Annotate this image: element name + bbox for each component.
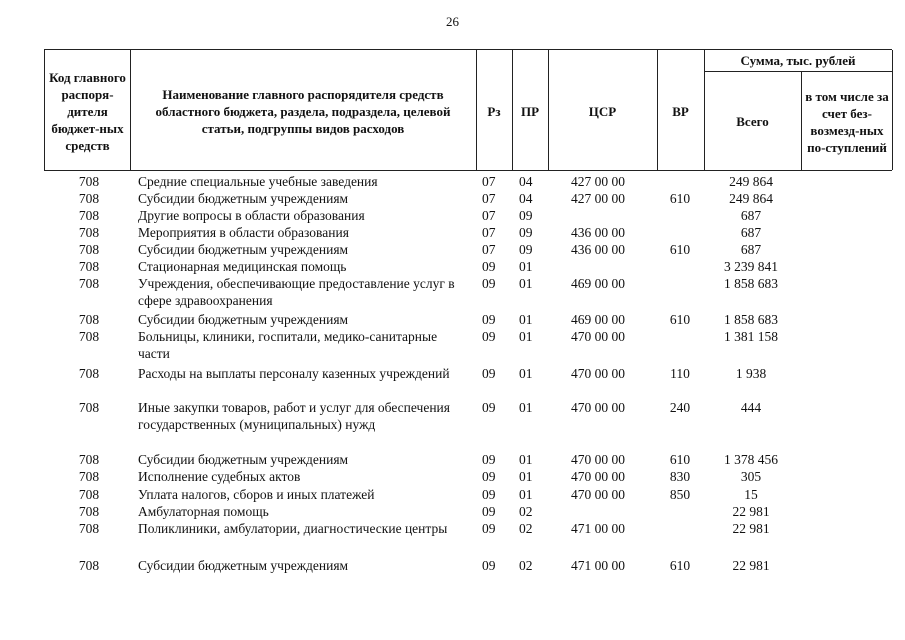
cell-total: 1 378 456 (724, 452, 778, 467)
cell-total: 305 (740, 469, 762, 484)
cell-name: Субсидии бюджетным учреждениям (138, 191, 349, 206)
cell-pr: 01 (519, 366, 533, 381)
cell-csr: 427 00 00 (571, 191, 625, 206)
cell-pr: 09 (519, 242, 533, 257)
cell-csr: 470 00 00 (571, 366, 625, 381)
cell-vr: 610 (669, 242, 691, 257)
cell-csr: 470 00 00 (571, 469, 625, 484)
page-number: 26 (446, 14, 459, 29)
cell-csr: 470 00 00 (571, 329, 625, 344)
cell-vr: 850 (669, 487, 691, 502)
cell-code: 708 (78, 242, 100, 257)
cell-total: 249 864 (729, 174, 773, 189)
cell-name: Мероприятия в области образования (138, 225, 349, 240)
cell-csr: 469 00 00 (571, 312, 625, 327)
cell-csr: 436 00 00 (571, 225, 625, 240)
cell-pr: 01 (519, 329, 533, 344)
cell-vr: 110 (670, 366, 690, 381)
header-rz: Рз (487, 103, 501, 119)
cell-total: 1 938 (735, 366, 767, 381)
cell-rz: 07 (482, 225, 496, 240)
cell-rz: 09 (482, 452, 496, 467)
cell-rz: 07 (482, 208, 496, 223)
column-divider (130, 50, 131, 170)
cell-rz: 09 (482, 521, 496, 536)
cell-pr: 02 (519, 521, 533, 536)
cell-code: 708 (78, 208, 100, 223)
cell-code: 708 (78, 366, 100, 381)
cell-csr: 469 00 00 (571, 276, 625, 291)
cell-name: Средние специальные учебные заведения (138, 174, 378, 189)
cell-code: 708 (78, 312, 100, 327)
header-vr: ВР (672, 103, 689, 119)
column-divider (892, 50, 893, 170)
cell-total: 22 981 (732, 558, 770, 573)
header-total: Всего (736, 114, 769, 129)
cell-rz: 07 (482, 174, 496, 189)
cell-rz: 09 (482, 366, 496, 381)
cell-code: 708 (78, 259, 100, 274)
cell-csr: 470 00 00 (571, 400, 625, 415)
header-sum-group: Сумма, тыс. рублей (740, 53, 856, 68)
header-name: Наименование главного распорядителя средств областного бюджета, раздела, подраздела, целевой статьи, подгруппы видов расходов (155, 86, 451, 136)
cell-csr: 470 00 00 (571, 452, 625, 467)
cell-code: 708 (78, 469, 100, 484)
cell-code: 708 (78, 191, 100, 206)
cell-rz: 09 (482, 469, 496, 484)
cell-total: 1 858 683 (724, 276, 778, 291)
cell-rz: 09 (482, 558, 496, 573)
cell-pr: 01 (519, 276, 533, 291)
cell-vr: 240 (669, 400, 691, 415)
cell-pr: 09 (519, 208, 533, 223)
cell-rz: 09 (482, 259, 496, 274)
cell-pr: 01 (519, 312, 533, 327)
cell-rz: 09 (482, 276, 496, 291)
cell-rz: 09 (482, 487, 496, 502)
cell-csr: 471 00 00 (571, 558, 625, 573)
cell-code: 708 (78, 558, 100, 573)
cell-total: 687 (740, 242, 762, 257)
cell-pr: 01 (519, 400, 533, 415)
header-incl-free: в том числе за счет без-возмезд-ных по-ступлений (805, 88, 889, 155)
table-header (44, 49, 892, 171)
cell-total: 687 (740, 208, 762, 223)
cell-name: Амбулаторная помощь (138, 504, 269, 519)
cell-total: 22 981 (732, 521, 770, 536)
cell-pr: 02 (519, 504, 533, 519)
header-pr: ПР (520, 103, 540, 119)
cell-total: 15 (744, 487, 758, 502)
cell-pr: 04 (519, 191, 533, 206)
cell-rz: 09 (482, 312, 496, 327)
column-divider (801, 71, 802, 170)
cell-name: Субсидии бюджетным учреждениям (138, 558, 349, 573)
cell-total: 249 864 (729, 191, 773, 206)
header-code: Код главного распоря-дителя бюджет-ных средств (49, 69, 126, 153)
cell-code: 708 (78, 521, 100, 536)
cell-code: 708 (78, 276, 100, 291)
cell-code: 708 (78, 487, 100, 502)
cell-name: Уплата налогов, сборов и иных платежей (138, 487, 375, 502)
cell-csr: 436 00 00 (571, 242, 625, 257)
cell-pr: 04 (519, 174, 533, 189)
cell-pr: 01 (519, 469, 533, 484)
cell-rz: 09 (482, 504, 496, 519)
cell-name: Поликлиники, амбулатории, диагностические центры (138, 521, 448, 536)
cell-name: Стационарная медицинская помощь (138, 259, 347, 274)
cell-vr: 610 (669, 191, 691, 206)
cell-vr: 830 (669, 469, 691, 484)
cell-rz: 09 (482, 329, 496, 344)
cell-vr: 610 (669, 452, 691, 467)
cell-pr: 01 (519, 259, 533, 274)
cell-pr: 01 (519, 452, 533, 467)
cell-pr: 01 (519, 487, 533, 502)
cell-total: 1 858 683 (724, 312, 778, 327)
cell-code: 708 (78, 504, 100, 519)
cell-total: 3 239 841 (724, 259, 778, 274)
cell-vr: 610 (669, 558, 691, 573)
cell-name: Исполнение судебных актов (138, 469, 301, 484)
cell-total: 22 981 (732, 504, 770, 519)
cell-name: Субсидии бюджетным учреждениям (138, 312, 349, 327)
cell-name: Субсидии бюджетным учреждениям (138, 242, 349, 257)
cell-csr: 471 00 00 (571, 521, 625, 536)
cell-rz: 07 (482, 191, 496, 206)
header-csr: ЦСР (588, 103, 617, 119)
cell-total: 687 (740, 225, 762, 240)
cell-name: Субсидии бюджетным учреждениям (138, 452, 349, 467)
cell-pr: 02 (519, 558, 533, 573)
cell-csr: 427 00 00 (571, 174, 625, 189)
cell-rz: 07 (482, 242, 496, 257)
cell-code: 708 (78, 225, 100, 240)
cell-total: 444 (740, 400, 762, 415)
cell-rz: 09 (482, 400, 496, 415)
cell-total: 1 381 158 (724, 329, 778, 344)
cell-code: 708 (78, 400, 100, 415)
cell-name: Больницы, клиники, госпитали, медико-санитарные части (138, 329, 438, 361)
cell-vr: 610 (669, 312, 691, 327)
cell-code: 708 (78, 329, 100, 344)
cell-code: 708 (78, 174, 100, 189)
cell-name: Учреждения, обеспечивающие предоставление услуг в сфере здравоохранения (138, 276, 455, 308)
cell-name: Иные закупки товаров, работ и услуг для обеспечения государственных (муниципальных) нужд (138, 400, 450, 432)
cell-code: 708 (78, 452, 100, 467)
cell-name: Расходы на выплаты персоналу казенных учреждений (138, 366, 450, 381)
cell-pr: 09 (519, 225, 533, 240)
cell-name: Другие вопросы в области образования (138, 208, 365, 223)
cell-csr: 470 00 00 (571, 487, 625, 502)
